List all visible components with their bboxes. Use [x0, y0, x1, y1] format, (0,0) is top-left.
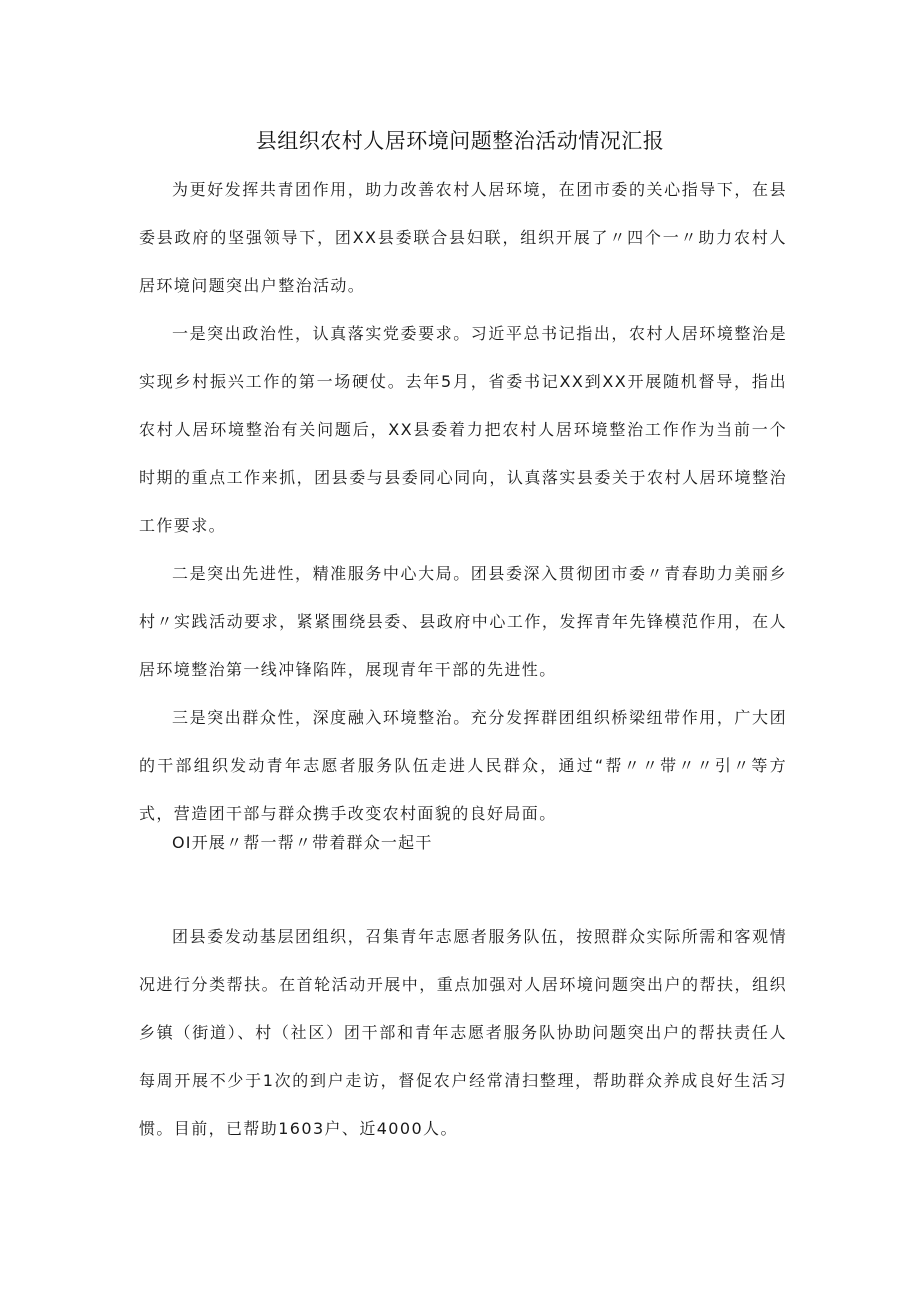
- document-title: 县组织农村人居环境问题整治活动情况汇报: [255, 129, 665, 153]
- paragraph-advanced: 二是突出先进性，精准服务中心大局。团县委深入贯彻团市委〃青春助力美丽乡村〃实践活动要求，紧紧围绕县委、县政府中心工作，发挥青年先锋模范作用，在人居环境整治第一线冲锋陷阵，展现青年干部的先进性。: [139, 564, 787, 679]
- paragraph-intro: 为更好发挥共青团作用，助力改善农村人居环境，在团市委的关心指导下，在县委县政府的坚强领导下，团XX县委联合县妇联，组织开展了〃四个一〃助力农村人居环境问题突出户整治活动。: [139, 180, 787, 295]
- paragraph-political: 一是突出政治性，认真落实党委要求。习近平总书记指出，农村人居环境整治是实现乡村振兴工作的第一场硬仗。去年5月，省委书记XX到XX开展随机督导，指出农村人居环境整治有关问题后，XX县委着力把农村人居环境整治工作作为当前一个时期的重点工作来抓，团县委与县委同心同向，认真落实县委关于农村人居环境整治工作要求。: [139, 324, 787, 535]
- paragraph-mass: 三是突出群众性，深度融入环境整治。充分发挥群团组织桥梁纽带作用，广大团的干部组织发动青年志愿者服务队伍走进人民群众，通过“帮〃〃带〃〃引〃等方式，营造团干部与群众携手改变农村面貌的良好局面。: [139, 708, 787, 823]
- section-subheading: OI开展〃帮一帮〃带着群众一起干: [172, 833, 433, 852]
- paragraph-body: 团县委发动基层团组织，召集青年志愿者服务队伍，按照群众实际所需和客观情况进行分类帮扶。在首轮活动开展中，重点加强对人居环境问题突出户的帮扶，组织乡镇（街道）、村（社区）团干部和青年志愿者服务队协助问题突出户的帮扶责任人每周开展不少于1次的到户走访，督促农户经常清扫整理，帮助群众养成良好生活习惯。目前，已帮助1603户、近4000人。: [139, 927, 787, 1138]
